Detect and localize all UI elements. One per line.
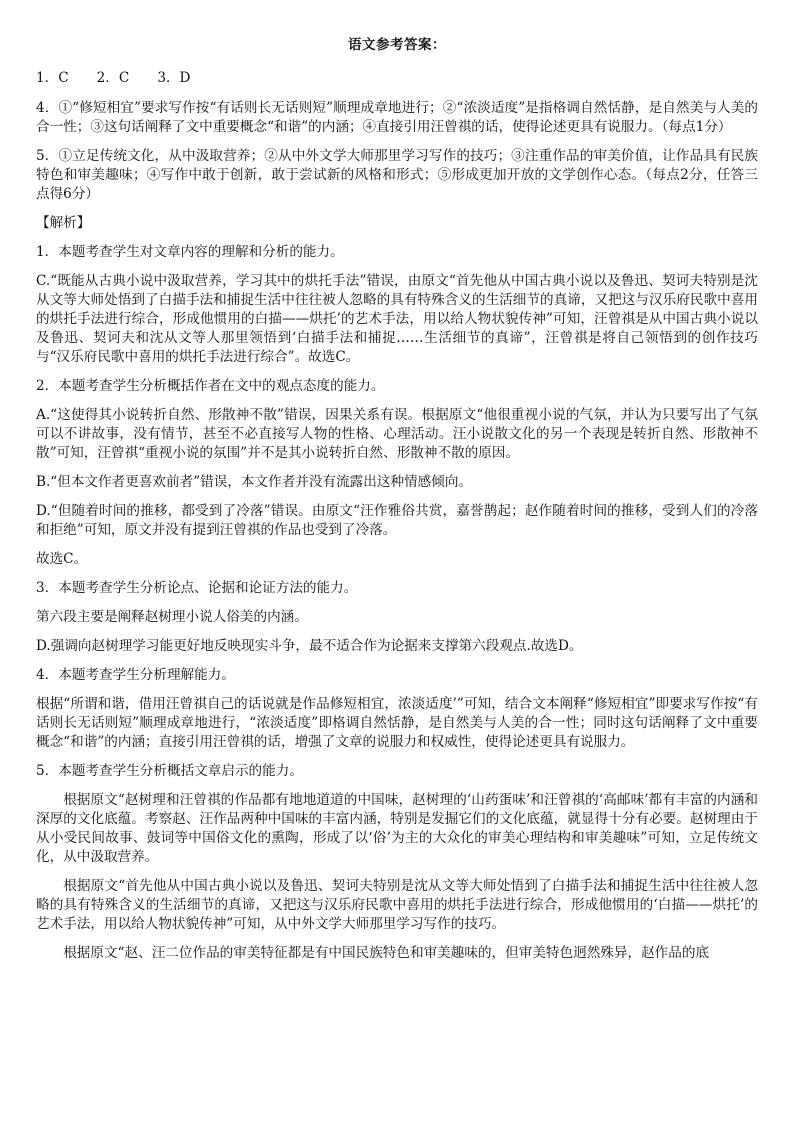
section-4-title: 4．本题考查学生分析理解能力。 bbox=[36, 667, 235, 683]
answer-2: 2．C bbox=[96, 70, 130, 86]
analysis-label: 【解析】 bbox=[36, 215, 91, 231]
section-1-option-c: C.“既能从古典小说中汲取营养，学习其中的烘托手法”错误，由原文“首先他从中国古典小说以及鲁迅、契诃夫特别是沈从文等大师处悟到了白描手法和捕捉生活中往往被人忽略的具有特殊含义的生活细节的真谛，又把这与汉乐府民歌中喜用的烘托手法进行综合，形成他惯用的白描——烘托’的艺术手法，用以给人物状貌传神”可知，汪曾祺是从中国古典小说以及鲁迅、契诃夫和沈从文等人那里领悟到‘白描手法和捕捉……生活细节的真谛”，汪曾祺是将自己领悟到的创作技巧与“汉乐府民歌中喜用的烘托手法进行综合”。故选C。 bbox=[36, 273, 758, 365]
section-3-para-1: 第六段主要是阐释赵树理小说人俗美的内涵。 bbox=[36, 609, 308, 625]
q5-answer: 5．①立足传统文化，从中汲取营养；②从中外文学大师那里学习写作的技巧；③注重作品的审美价值，让作品具有民族特色和审美趣味；④写作中敢于创新，敢于尝试新的风格和形式；⑤形成更加开放的文学创作心态。（每点2分，任答三点得6分） bbox=[36, 148, 758, 202]
section-3-title: 3．本题考查学生分析论点、论据和论证方法的能力。 bbox=[36, 580, 358, 596]
multiple-choice-answers bbox=[36, 69, 758, 88]
doc-title: 语文参考答案： bbox=[348, 37, 446, 53]
answer-3: 3．D bbox=[157, 70, 191, 86]
q4-answer: 4．①“修短相宜”要求写作按“有话则长无话则短”顺理成章地进行；②“浓淡适度”是指格调自然恬静，是自然美与人美的合一性；③这句话阐释了文中重要概念“和谐”的内涵；④直接引用汪曾祺的话，使得论述更具有说服力。（每点1分） bbox=[36, 100, 758, 135]
section-2-conclusion: 故选C。 bbox=[36, 551, 88, 567]
section-2-title: 2．本题考查学生分析概括作者在文中的观点态度的能力。 bbox=[36, 378, 385, 394]
section-5-para-2: 根据原文“首先他从中国古典小说以及鲁迅、契诃夫特别是沈从文等大师处悟到了白描手法和捕捉生活中往往被人忽略的具有特殊含义的生活细节的真谛，又把这与汉乐府民歌中喜用的烘托手法进行综合，形成他惯用的‘白描——烘托’的艺术手法，用以给人物状貌传神”可知，从中外文学大师那里学习写作的技巧。 bbox=[36, 878, 758, 932]
section-4-para-1: 根据“所谓和谐，借用汪曾祺自己的话说就是作品修短相宜，浓淡适度’”可知，结合文本阐释“修短相宜”即要求写作按“有话则长无话则短”顺理成章地进行，“浓淡适度”即格调自然恬静，是自然美与人美的合一性；同时这句话阐释了文中重要概念“和谐”的内涵；直接引用汪曾祺的话，增强了文章的说服力和权威性，使得论述更具有说服力。 bbox=[36, 696, 758, 750]
section-2-option-a: A.“这使得其小说转折自然、形散神不散”错误，因果关系有误。根据原文“他很重视小说的气氛，并认为只要写出了气氛可以不讲故事，没有情节，甚至不必直接写人物的性格、心理活动。汪小说散文化的另一个表现是转折自然、形散神不散”可知，汪曾祺“重视小说的氛围”并不是其小说转折自然、形散神不散的原因。 bbox=[36, 407, 758, 461]
section-5-title: 5．本题考查学生分析概括文章启示的能力。 bbox=[36, 763, 303, 779]
section-5-para-3: 根据原文“赵、汪二位作品的审美特征都是有中国民族特色和审美趣味的，但审美特色迥然殊异，赵作品的底 bbox=[63, 945, 710, 961]
section-3-para-2: D.强调向赵树理学习能更好地反映现实斗争，最不适合作为论据来支撑第六段观点.故选D。 bbox=[36, 638, 583, 654]
answer-1: 1．C bbox=[36, 70, 69, 86]
section-2-option-d: D.“但随着时间的推移，都受到了冷落”错误。由原文“汪作雅俗共赏，嘉誉鹊起；赵作随着时间的推移，受到人们的冷落和拒绝”可知，原文并没有提到汪曾祺的作品也受到了冷落。 bbox=[36, 503, 758, 538]
section-2-option-b: B.“但本文作者更喜欢前者”错误，本文作者并没有流露出这种情感倾向。 bbox=[36, 474, 473, 490]
section-1-title: 1．本题考查学生对文章内容的理解和分析的能力。 bbox=[36, 244, 344, 260]
section-5-para-1: 根据原文“赵树理和汪曾祺的作品都有地地道道的中国味，赵树理的‘山药蛋味’和汪曾祺的‘高邮味’都有丰富的内涵和深厚的文化底蕴。考察赵、汪作品两种中国味的丰富内涵，特别是发掘它们的文化底蕴，就显得十分有必要。赵树理由于从小受民间故事、鼓词等中国俗文化的熏陶，形成了以‘俗’为主的大众化的审美心理结构和审美趣味”可知，立足传统文化，从中汲取营养。 bbox=[36, 792, 758, 865]
